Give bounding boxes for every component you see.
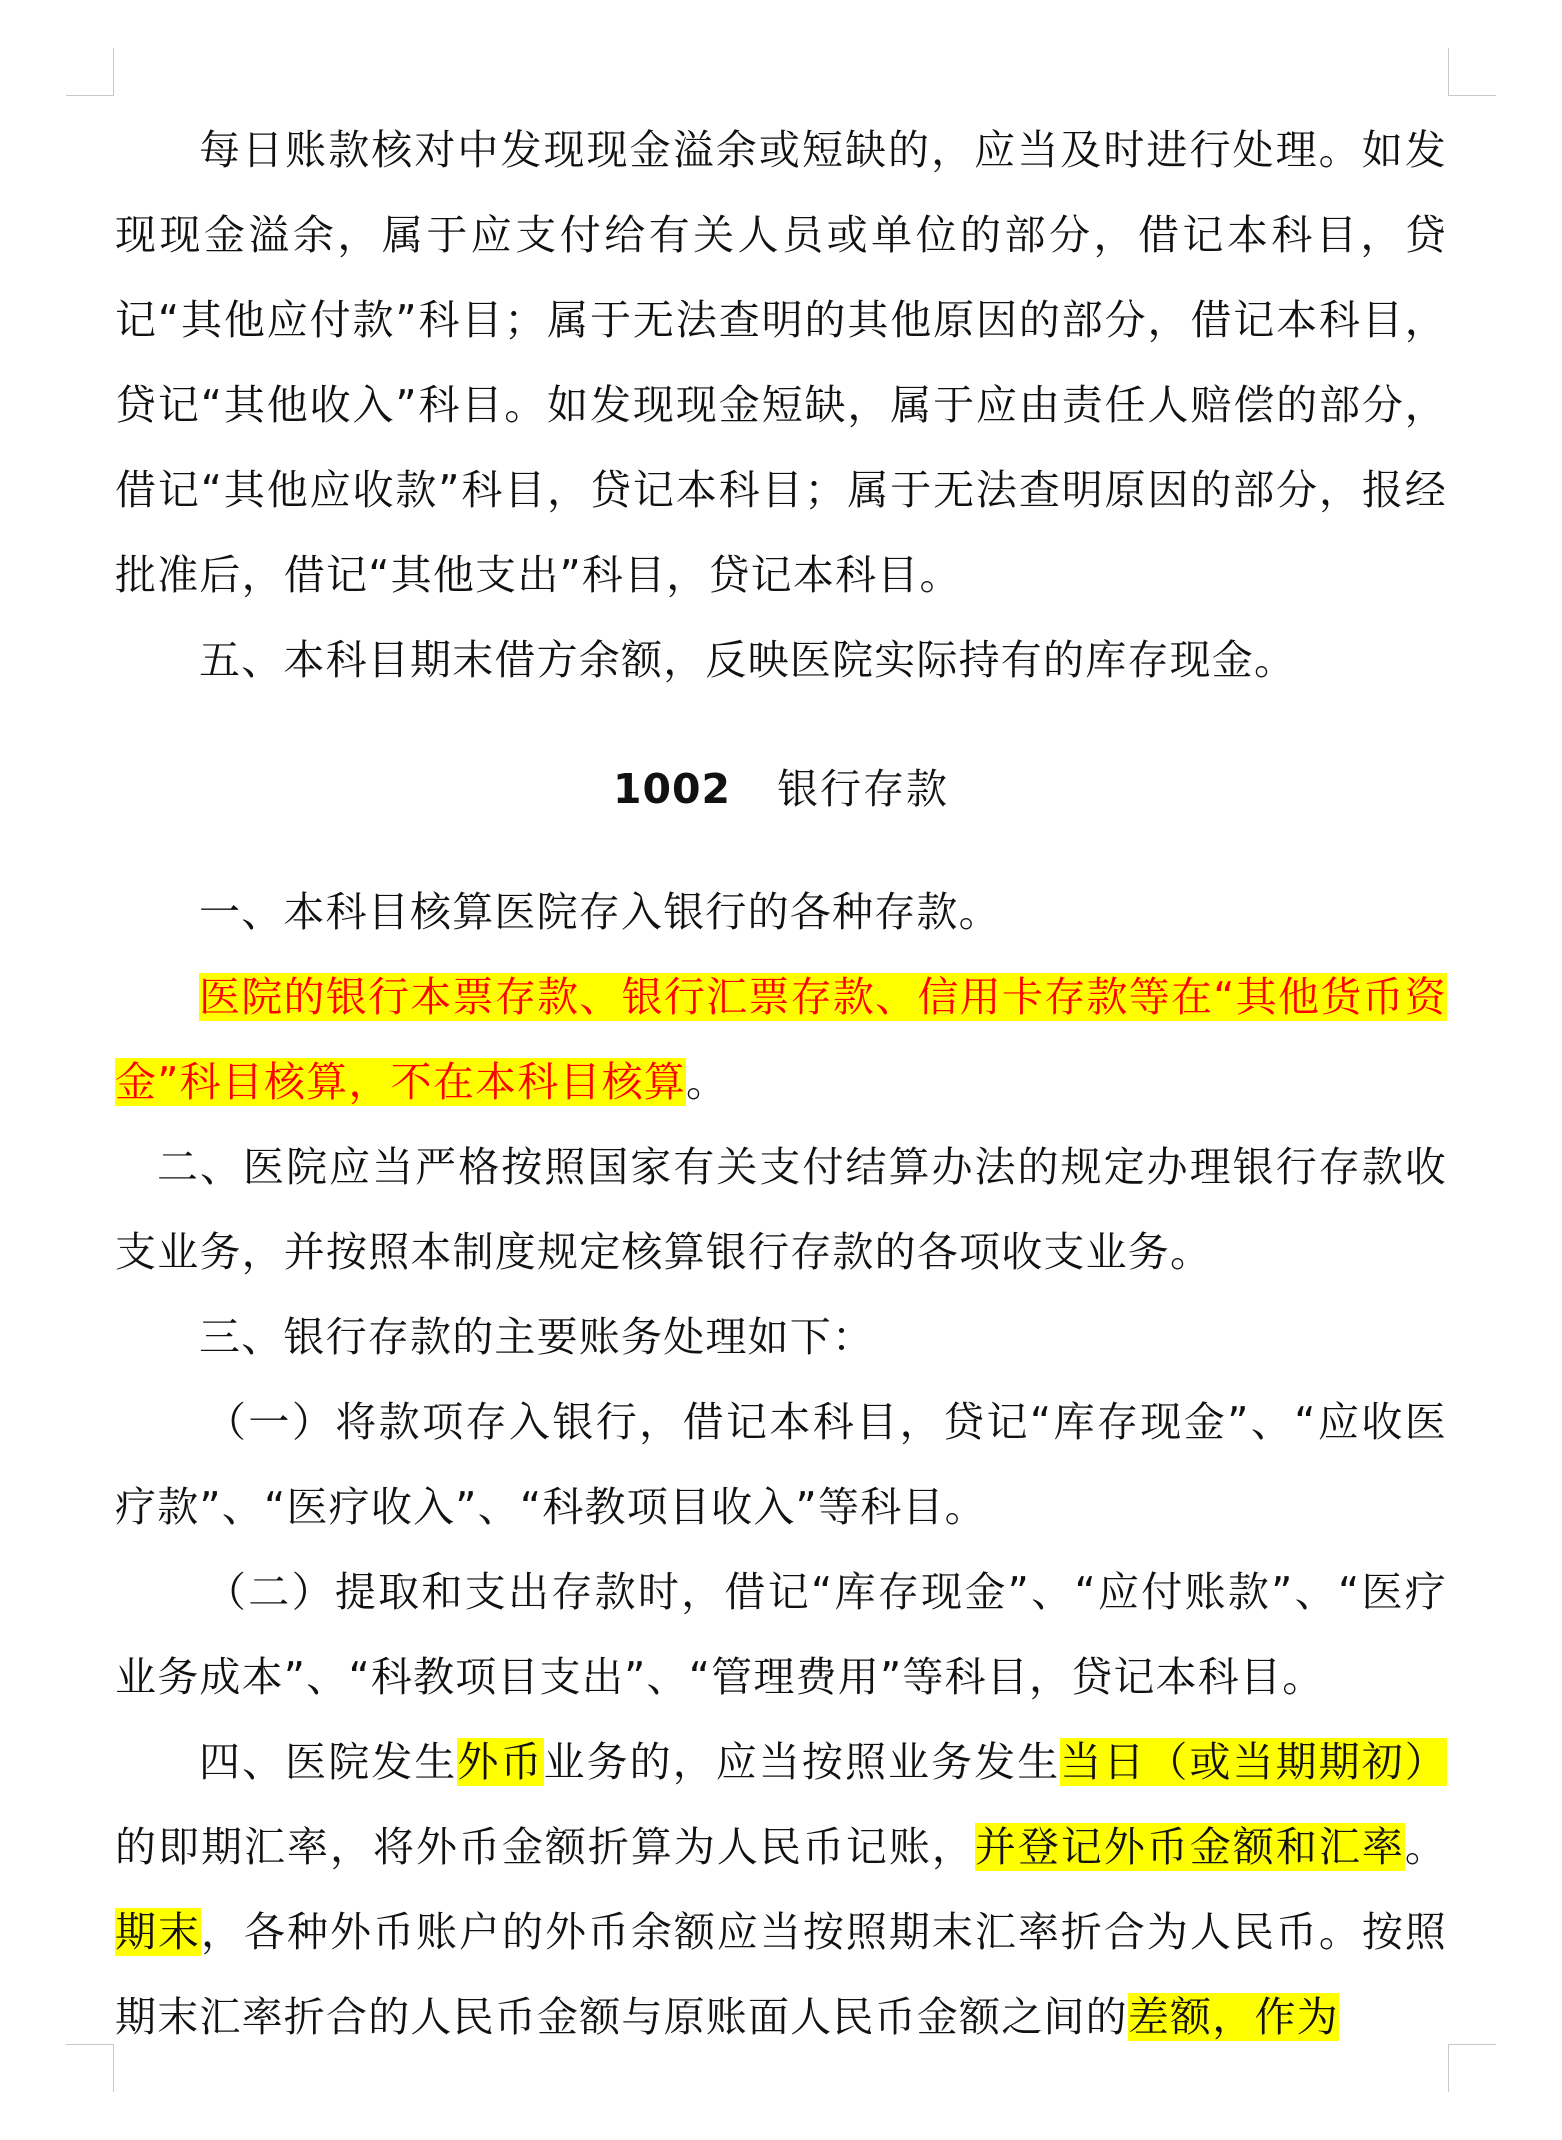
paragraph-scope: 一、本科目核算医院存入银行的各种存款。 bbox=[199, 888, 1001, 936]
text-run: 业务的，应当按照业务发生 bbox=[543, 1738, 1061, 1786]
document-body bbox=[115, 108, 1447, 2060]
paragraph-accounting-treatment: 三、银行存款的主要账务处理如下： bbox=[199, 1313, 875, 1361]
crop-mark-bottom-left-v bbox=[113, 2044, 114, 2092]
paragraph-other-funds-note bbox=[115, 955, 1447, 1125]
section-heading bbox=[115, 747, 1447, 832]
paragraph-foreign-currency bbox=[115, 1720, 1447, 2060]
text-run: 的即期汇率，将外币金额折算为人民币记账， bbox=[115, 1823, 975, 1871]
highlight-period-end: 期末 bbox=[115, 1908, 201, 1956]
crop-mark-bottom-right-v bbox=[1448, 2044, 1449, 2092]
highlight-difference: 差额，作为 bbox=[1127, 1993, 1339, 2041]
crop-mark-bottom-left-h bbox=[66, 2044, 114, 2045]
crop-mark-top-right-h bbox=[1448, 95, 1496, 96]
crop-mark-top-right-v bbox=[1448, 48, 1449, 96]
text-run: 。 bbox=[1404, 1823, 1448, 1871]
section-title: 银行存款 bbox=[777, 765, 950, 813]
crop-mark-top-left-h bbox=[66, 95, 114, 96]
highlighted-red-text: 医院的银行本票存款、银行汇票存款、信用卡存款等在“其他货币资金”科目核算，不在本科目核算 bbox=[115, 973, 1447, 1106]
section-code: 1002 bbox=[612, 765, 732, 813]
paragraph-tail: 。 bbox=[686, 1058, 729, 1106]
paragraph-cash-discrepancy: 每日账款核对中发现现金溢余或短缺的，应当及时进行处理。如发现现金溢余，属于应支付给有关人员或单位的部分，借记本科目，贷记“其他应付款”科目；属于无法查明的其他原因的部分，借记本科目，贷记“其他收入”科目。如发现现金短缺，属于应由责任人赔偿的部分，借记“其他应收款”科目，贷记本科目；属于无法查明原因的部分，报经批准后，借记“其他支出”科目，贷记本科目。 bbox=[115, 126, 1447, 599]
paragraph-period-end-balance: 五、本科目期末借方余额，反映医院实际持有的库存现金。 bbox=[199, 636, 1297, 684]
highlight-foreign-currency: 外币 bbox=[457, 1738, 544, 1786]
text-run: 四、医院发生 bbox=[199, 1738, 458, 1786]
paragraph-deposit-entry: （一）将款项存入银行，借记本科目，贷记“库存现金”、“应收医疗款”、“医疗收入”、“科教项目收入”等科目。 bbox=[115, 1398, 1447, 1531]
text-run: ，各种外币账户的外币余额应当按照期末汇率折合为人民币。按照期末汇率折合的人民币金额与原账面人民币金额之间的 bbox=[115, 1908, 1448, 2041]
paragraph-settlement-rules: 二、医院应当严格按照国家有关支付结算办法的规定办理银行存款收支业务，并按照本制度规定核算银行存款的各项收支业务。 bbox=[115, 1143, 1447, 1276]
highlight-register-amount-rate: 并登记外币金额和汇率 bbox=[974, 1823, 1405, 1871]
paragraph-withdrawal-entry: （二）提取和支出存款时，借记“库存现金”、“应付账款”、“医疗业务成本”、“科教项目支出”、“管理费用”等科目，贷记本科目。 bbox=[115, 1568, 1447, 1701]
highlight-same-day: 当日（或当期期初） bbox=[1060, 1738, 1448, 1786]
crop-mark-top-left-v bbox=[113, 48, 114, 96]
crop-mark-bottom-right-h bbox=[1448, 2044, 1496, 2045]
